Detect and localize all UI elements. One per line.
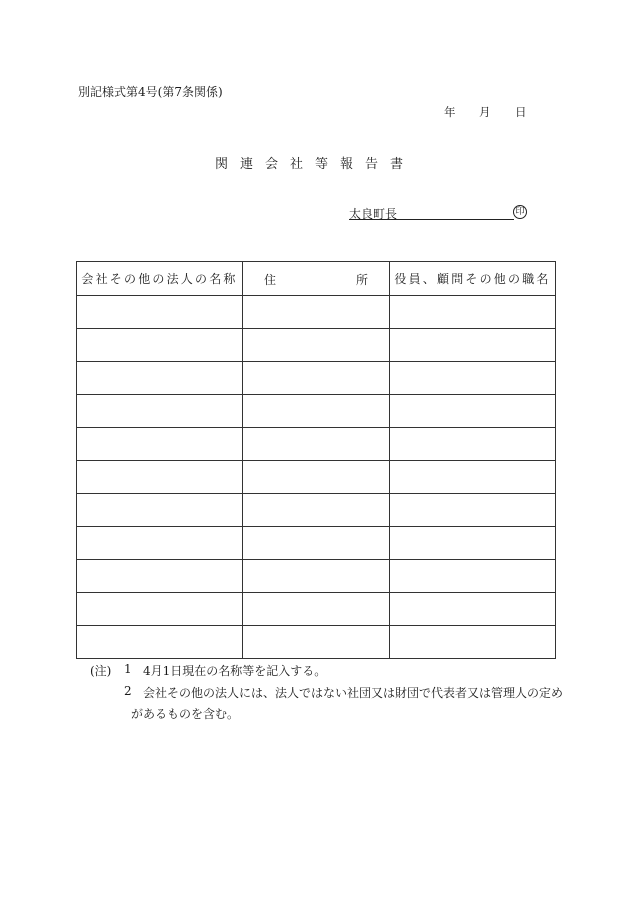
cell-company-name[interactable] [77,593,243,626]
header-address-char-1: 住 [264,273,277,287]
cell-company-name[interactable] [77,560,243,593]
cell-address[interactable] [243,362,390,395]
cell-address[interactable] [243,527,390,560]
table-row [77,494,556,527]
table-row [77,428,556,461]
cell-company-name[interactable] [77,494,243,527]
note-2-text: 会社その他の法人には、法人ではない社団又は財団で代表者又は管理人の定め [143,686,564,700]
document-title: 関連会社等報告書 [214,157,415,172]
cell-company-name[interactable] [77,296,243,329]
cell-position[interactable] [390,329,556,362]
header-address [243,262,390,296]
table-row [77,296,556,329]
cell-address[interactable] [243,428,390,461]
table-header-row [77,262,556,296]
cell-address[interactable] [243,395,390,428]
related-companies-table [76,261,556,659]
table-row [77,560,556,593]
note-2-continuation: があるものを含む。 [131,707,240,721]
date-month-label: 月 [479,105,491,119]
cell-address[interactable] [243,296,390,329]
cell-position[interactable] [390,362,556,395]
cell-address[interactable] [243,626,390,659]
cell-company-name[interactable] [77,527,243,560]
note-1-number: 1 [124,662,132,676]
cell-company-name[interactable] [77,626,243,659]
date-day-label: 日 [515,105,527,119]
cell-address[interactable] [243,461,390,494]
note-2-number: 2 [124,684,132,698]
seal-mark-icon: 印 [513,205,527,219]
cell-position[interactable] [390,296,556,329]
header-company-name: 会社その他の法人の名称 [77,262,243,296]
cell-address[interactable] [243,560,390,593]
cell-company-name[interactable] [77,329,243,362]
header-position: 役員、顧問その他の職名 [390,262,556,296]
table-row [77,593,556,626]
cell-position[interactable] [390,461,556,494]
note-1-text: 4月1日現在の名称等を記入する。 [143,664,327,678]
cell-position[interactable] [390,494,556,527]
table-row [77,626,556,659]
cell-address[interactable] [243,494,390,527]
cell-position[interactable] [390,626,556,659]
table-row [77,461,556,494]
cell-company-name[interactable] [77,362,243,395]
table-row [77,395,556,428]
cell-address[interactable] [243,593,390,626]
date-year-label: 年 [444,105,456,119]
table-row [77,329,556,362]
cell-position[interactable] [390,593,556,626]
notes-heading: (注) [90,664,112,678]
cell-position[interactable] [390,428,556,461]
addressee-underline [349,219,514,220]
cell-address[interactable] [243,329,390,362]
table-row [77,362,556,395]
header-address-char-2: 所 [355,273,368,287]
addressee-name: 太良町長 [349,207,398,221]
cell-company-name[interactable] [77,428,243,461]
cell-position[interactable] [390,527,556,560]
form-number-label: 別記様式第4号(第7条関係) [78,85,223,99]
cell-position[interactable] [390,560,556,593]
cell-position[interactable] [390,395,556,428]
table-row [77,527,556,560]
cell-company-name[interactable] [77,461,243,494]
cell-company-name[interactable] [77,395,243,428]
